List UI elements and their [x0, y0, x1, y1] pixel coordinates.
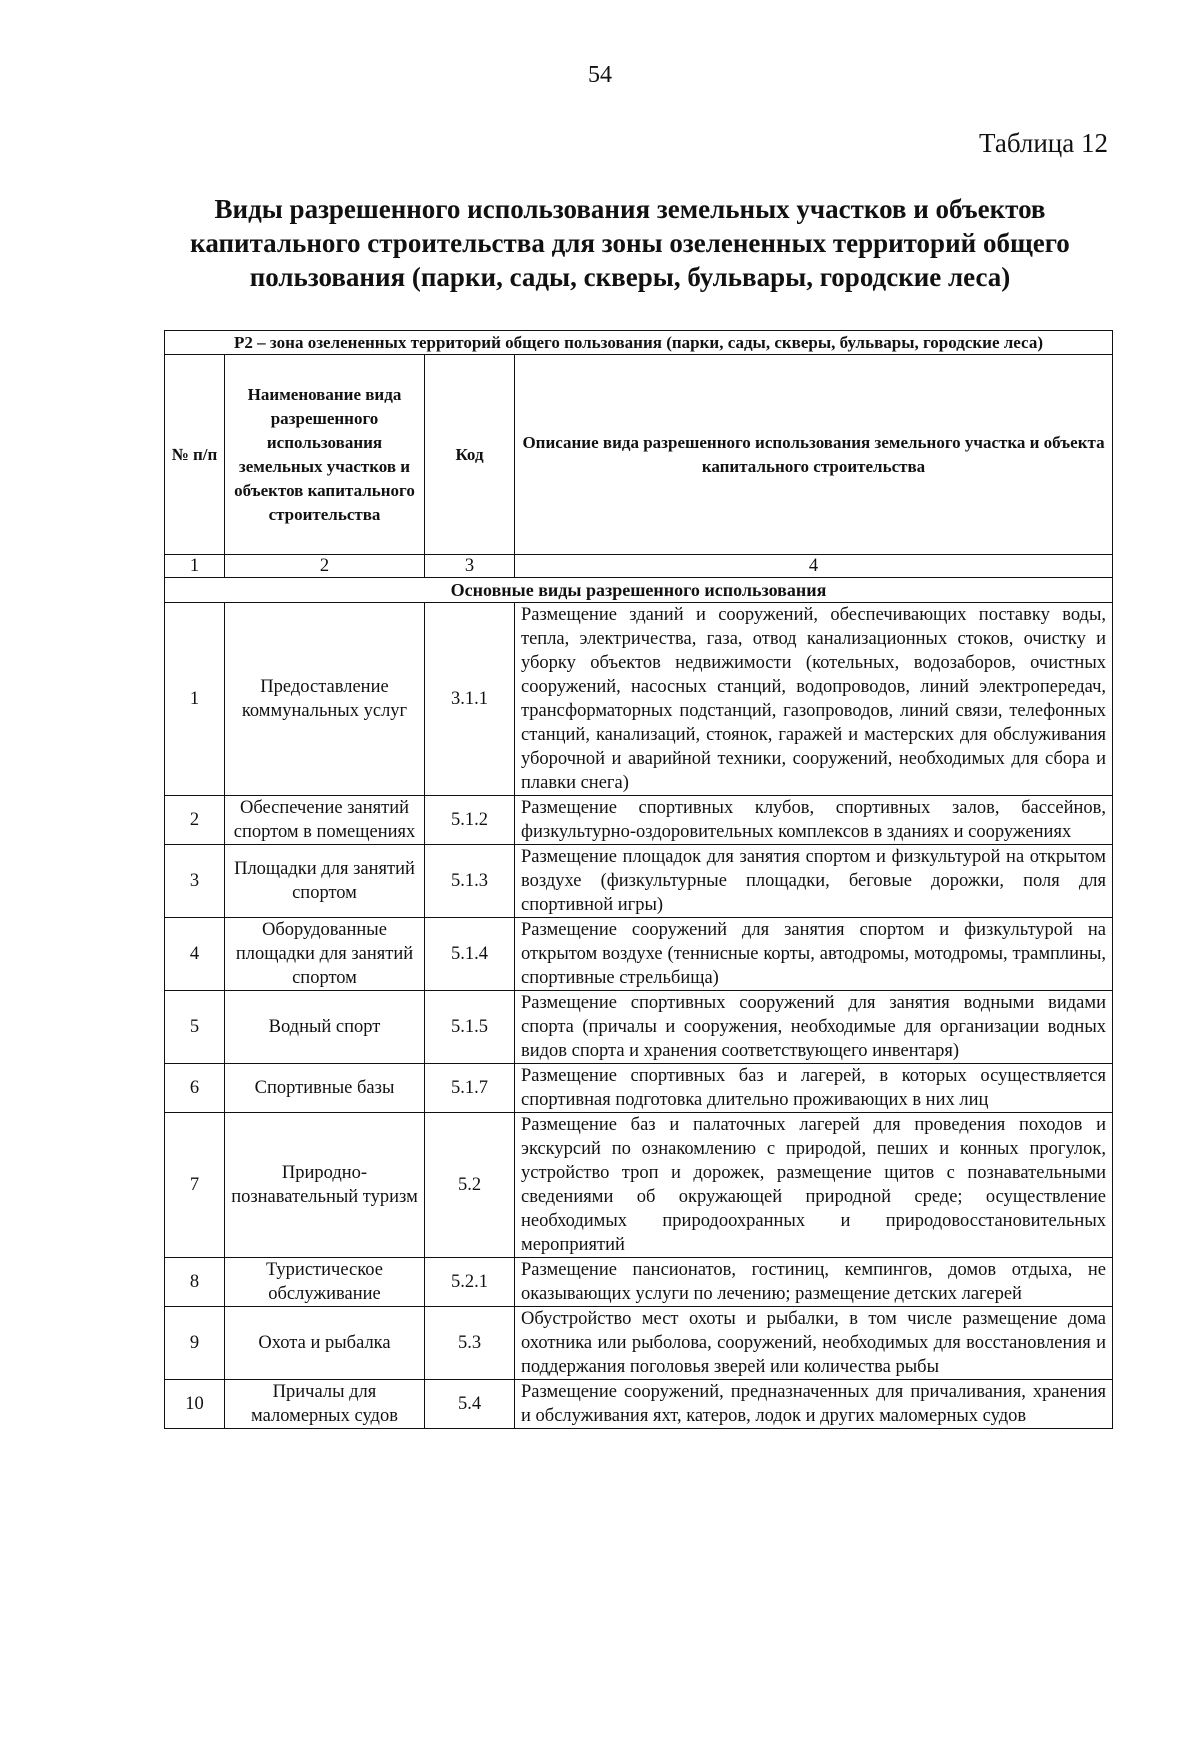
row-num: 7 — [165, 1113, 225, 1258]
page-number: 54 — [588, 62, 612, 88]
row-name: Причалы для маломерных судов — [225, 1380, 425, 1429]
row-code: 5.4 — [425, 1380, 515, 1429]
column-header-desc: Описание вида разрешенного использования земельного участка и объекта капитального строительства — [515, 355, 1113, 555]
table-row — [165, 1113, 1113, 1258]
zone-header-row — [165, 331, 1113, 355]
row-desc: Размещение зданий и сооружений, обеспечивающих поставку воды, тепла, электричества, газа, отвод канализационных стоков, очистку и уборку объектов недвижимости (котельных, водозаборов, очистных сооружений, насосных станций, водопроводов, линий электропередач, трансформаторных подстанций, газопроводов, линий связи, телефонных станций, канализаций, стоянок, гаражей и мастерских для обслуживания уборочной и аварийной техники, сооружений, необходимых для сбора и плавки снега) — [515, 603, 1113, 796]
row-name: Обеспечение занятий спортом в помещениях — [225, 796, 425, 845]
section-header: Основные виды разрешенного использования — [165, 578, 1113, 603]
row-code: 5.1.7 — [425, 1064, 515, 1113]
column-number-row — [165, 555, 1113, 578]
row-num: 1 — [165, 603, 225, 796]
table-row — [165, 796, 1113, 845]
row-desc: Размещение сооружений для занятия спортом и физкультурой на открытом воздухе (теннисные корты, автодромы, мотодромы, трамплины, спортивные стрельбища) — [515, 918, 1113, 991]
row-desc: Размещение спортивных сооружений для занятия водными видами спорта (причалы и сооружения, необходимые для организации водных видов спорта и хранения соответствующего инвентаря) — [515, 991, 1113, 1064]
row-num: 10 — [165, 1380, 225, 1429]
row-code: 5.1.3 — [425, 845, 515, 918]
column-header-num: № п/п — [165, 355, 225, 555]
row-name: Спортивные базы — [225, 1064, 425, 1113]
row-num: 8 — [165, 1258, 225, 1307]
row-name: Природно-познавательный туризм — [225, 1113, 425, 1258]
row-code: 5.1.2 — [425, 796, 515, 845]
row-num: 5 — [165, 991, 225, 1064]
row-name: Охота и рыбалка — [225, 1307, 425, 1380]
table-row — [165, 1064, 1113, 1113]
column-header-name: Наименование вида разрешенного использования земельных участков и объектов капитального строительства — [225, 355, 425, 555]
row-desc: Размещение спортивных баз и лагерей, в которых осуществляется спортивная подготовка длительно проживающих в них лиц — [515, 1064, 1113, 1113]
row-name: Площадки для занятий спортом — [225, 845, 425, 918]
column-number: 3 — [425, 555, 515, 578]
row-desc: Размещение сооружений, предназначенных для причаливания, хранения и обслуживания яхт, катеров, лодок и других маломерных судов — [515, 1380, 1113, 1429]
row-code: 5.2.1 — [425, 1258, 515, 1307]
section-header-row — [165, 578, 1113, 603]
row-num: 4 — [165, 918, 225, 991]
row-code: 5.1.5 — [425, 991, 515, 1064]
row-code: 5.1.4 — [425, 918, 515, 991]
table-row — [165, 1258, 1113, 1307]
table-row — [165, 991, 1113, 1064]
row-num: 6 — [165, 1064, 225, 1113]
row-desc: Обустройство мест охоты и рыбалки, в том числе размещение дома охотника или рыболова, сооружений, необходимых для восстановления и поддержания поголовья зверей или количества рыбы — [515, 1307, 1113, 1380]
column-number: 2 — [225, 555, 425, 578]
column-header-row — [165, 355, 1113, 555]
row-code: 5.3 — [425, 1307, 515, 1380]
row-name: Туристическое обслуживание — [225, 1258, 425, 1307]
table-row — [165, 1380, 1113, 1429]
row-desc: Размещение площадок для занятия спортом и физкультурой на открытом воздухе (физкультурные площадки, беговые дорожки, поля для спортивной игры) — [515, 845, 1113, 918]
row-name: Водный спорт — [225, 991, 425, 1064]
row-code: 3.1.1 — [425, 603, 515, 796]
row-num: 2 — [165, 796, 225, 845]
land-use-table — [164, 330, 1113, 1429]
table-row — [165, 603, 1113, 796]
zone-header: Р2 – зона озелененных территорий общего пользования (парки, сады, скверы, бульвары, городские леса) — [165, 331, 1113, 355]
row-name: Предоставление коммунальных услуг — [225, 603, 425, 796]
column-number: 4 — [515, 555, 1113, 578]
table-row — [165, 1307, 1113, 1380]
column-header-code: Код — [425, 355, 515, 555]
row-desc: Размещение спортивных клубов, спортивных залов, бассейнов, физкультурно-оздоровительных комплексов в зданиях и сооружениях — [515, 796, 1113, 845]
table-row — [165, 918, 1113, 991]
row-name: Оборудованные площадки для занятий спортом — [225, 918, 425, 991]
row-desc: Размещение баз и палаточных лагерей для проведения походов и экскурсий по ознакомлению с природой, пеших и конных прогулок, устройство троп и дорожек, размещение щитов с познавательными сведениями об окружающей природной среде; осуществление необходимых природоохранных и природовосстановительных мероприятий — [515, 1113, 1113, 1258]
row-desc: Размещение пансионатов, гостиниц, кемпингов, домов отдыха, не оказывающих услуги по лечению; размещение детских лагерей — [515, 1258, 1113, 1307]
row-num: 9 — [165, 1307, 225, 1380]
column-number: 1 — [165, 555, 225, 578]
document-title: Виды разрешенного использования земельных участков и объектов капитального строительства для зоны озелененных территорий общего пользования (парки, сады, скверы, бульвары, городские леса) — [190, 194, 1070, 292]
table-caption: Таблица 12 — [979, 128, 1108, 158]
row-code: 5.2 — [425, 1113, 515, 1258]
row-num: 3 — [165, 845, 225, 918]
table-row — [165, 845, 1113, 918]
